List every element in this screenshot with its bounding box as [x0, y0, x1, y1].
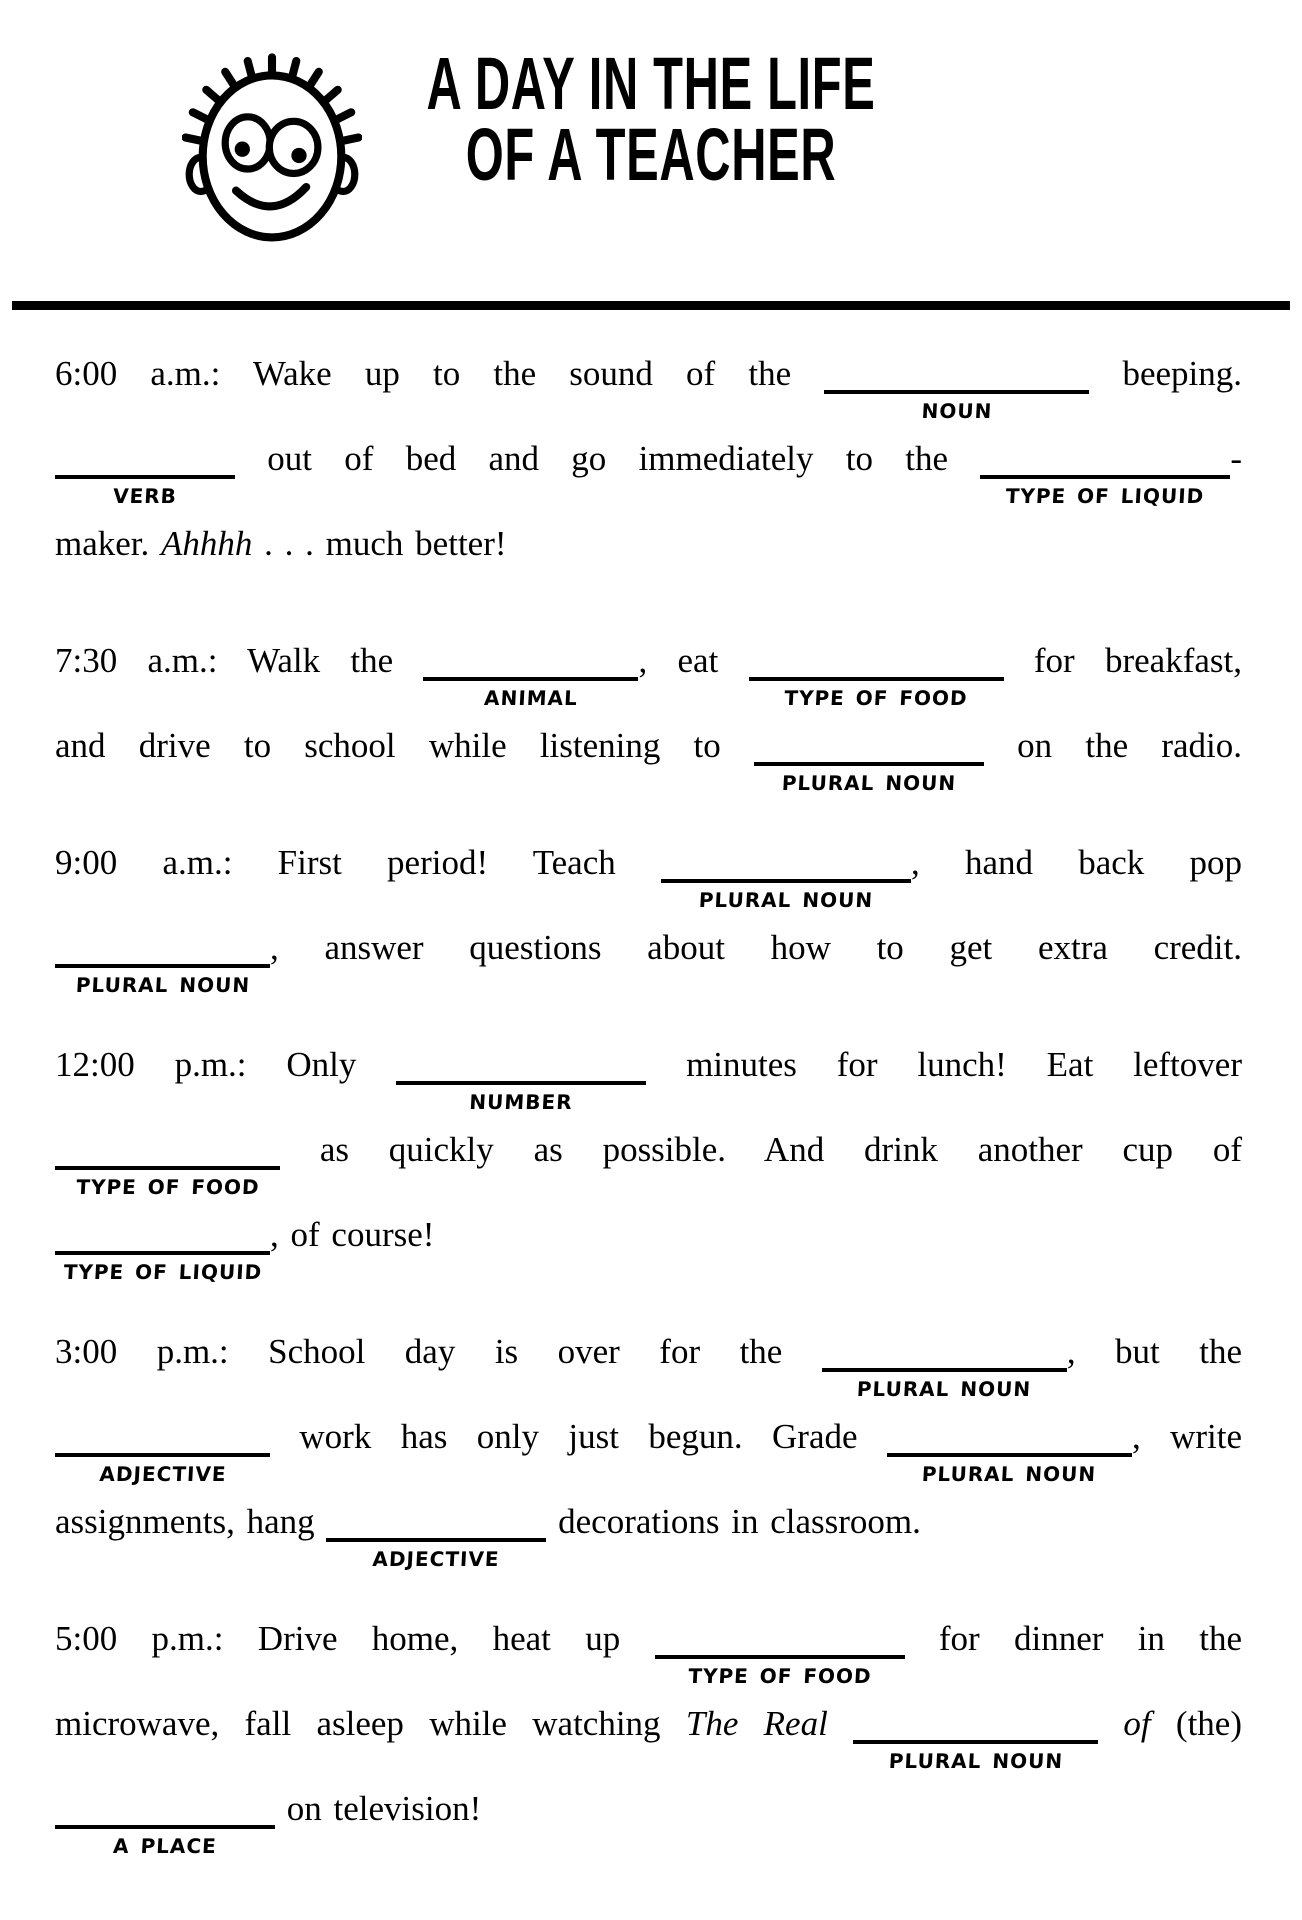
divider-rule [12, 301, 1290, 310]
blank-underline [423, 677, 638, 710]
blank-underline [55, 1166, 280, 1199]
blank-label: ANIMAL [483, 686, 579, 710]
text-run: as quickly as possible. And drink another cup of [280, 1130, 1242, 1169]
worksheet-line [55, 1779, 1242, 1864]
worksheet-line [55, 631, 1242, 716]
paragraph-2 [55, 631, 1242, 801]
blank-field-type-of-food[interactable] [655, 1619, 905, 1688]
blank-underline [661, 879, 911, 912]
blank-underline [655, 1655, 905, 1688]
blank-field-a-place[interactable] [55, 1789, 275, 1858]
text-run: . . . much better! [252, 524, 507, 563]
blank-field-adjective[interactable] [55, 1417, 270, 1486]
text-run: beeping. [1089, 354, 1242, 393]
worksheet-line [55, 1492, 1242, 1577]
blank-field-type-of-food[interactable] [749, 641, 1004, 710]
text-run: Ahhhh [161, 524, 253, 563]
text-run: hand back pop [919, 843, 1243, 882]
blank-label: PLURAL NOUN [698, 888, 874, 912]
blank-label: PLURAL NOUN [887, 1749, 1064, 1773]
blank-field-plural-noun[interactable]: PLURAL NOUN , [887, 1417, 1141, 1456]
paragraph-1 [55, 344, 1242, 599]
blank-field-plural-noun[interactable]: PLURAL NOUN , [661, 843, 920, 882]
blank-field-plural-noun[interactable] [853, 1704, 1098, 1773]
blank-underline [396, 1081, 646, 1114]
blank-underline [55, 1825, 275, 1858]
blank-label: NOUN [920, 399, 993, 423]
text-run: for breakfast, [1003, 641, 1243, 680]
blank-underline [55, 1251, 270, 1284]
worksheet-line [55, 716, 1242, 801]
text-run: out of bed and go immediately to the [235, 439, 981, 478]
blank-label: NUMBER [468, 1090, 574, 1114]
blank-underline [824, 390, 1089, 423]
text-run: minutes for lunch! Eat leftover [646, 1045, 1242, 1084]
blank-underline [55, 964, 270, 997]
text-run [828, 1704, 853, 1743]
text-run: write [1140, 1417, 1242, 1456]
text-run: 5:00 p.m.: Drive home, heat up [55, 1619, 655, 1658]
worksheet-line [55, 1205, 1242, 1290]
worksheet-line [55, 1609, 1242, 1694]
paragraph-3 [55, 833, 1242, 1003]
blank-underline [55, 475, 235, 508]
blank-label: A PLACE [112, 1834, 218, 1858]
worksheet-line [55, 344, 1242, 429]
blank-label: TYPE OF FOOD [783, 686, 969, 710]
blank-underline [822, 1368, 1067, 1401]
text-run: 6:00 a.m.: Wake up to the sound of the [55, 354, 825, 393]
blank-field-plural-noun[interactable] [754, 726, 984, 795]
text-run: answer questions about how to get extra credit. [278, 928, 1242, 967]
paragraph-4 [55, 1035, 1242, 1290]
worksheet-line [55, 1407, 1242, 1492]
worksheet-line [55, 918, 1242, 1003]
text-run: work has only just begun. Grade [270, 1417, 887, 1456]
blank-field-type-of-food[interactable] [55, 1130, 280, 1199]
blank-underline [887, 1453, 1132, 1486]
blank-underline [326, 1538, 546, 1571]
text-run: but the [1075, 1332, 1242, 1371]
text-run: assignments, hang [55, 1502, 327, 1541]
blank-underline [749, 677, 1004, 710]
blank-field-plural-noun[interactable]: PLURAL NOUN , [55, 928, 279, 967]
text-run: of [1123, 1704, 1151, 1743]
blank-label: TYPE OF FOOD [687, 1664, 872, 1688]
blank-label: PLURAL NOUN [921, 1462, 1098, 1486]
blank-field-verb[interactable] [55, 439, 235, 508]
text-run: (the) [1150, 1704, 1242, 1743]
paragraph-6 [55, 1609, 1242, 1864]
blank-underline [980, 475, 1230, 508]
text-run: microwave, fall asleep while watching [55, 1704, 686, 1743]
blank-label: TYPE OF LIQUID [1005, 484, 1206, 508]
worksheet-line [55, 514, 1242, 599]
text-run: 3:00 p.m.: School day is over for the [55, 1332, 822, 1371]
blank-field-plural-noun[interactable]: PLURAL NOUN , [822, 1332, 1076, 1371]
blank-underline [754, 762, 984, 795]
text-run [1098, 1704, 1123, 1743]
blank-field-animal[interactable]: ANIMAL , [423, 641, 647, 680]
worksheet-line [55, 1694, 1242, 1779]
worksheet-header [0, 0, 1302, 300]
text-run: on the radio. [983, 726, 1242, 765]
blank-label: TYPE OF LIQUID [62, 1260, 263, 1284]
blank-field-adjective[interactable] [326, 1502, 546, 1571]
text-run: 7:30 a.m.: Walk the [55, 641, 424, 680]
blank-label: PLURAL NOUN [856, 1377, 1033, 1401]
worksheet-line [55, 1120, 1242, 1205]
blank-label: PLURAL NOUN [74, 973, 251, 997]
text-run: of course! [278, 1215, 435, 1254]
text-run: maker. [55, 524, 162, 563]
blank-label: PLURAL NOUN [781, 771, 957, 795]
text-run: eat [647, 641, 749, 680]
blank-label: VERB [112, 484, 178, 508]
worksheet-title [0, 42, 1302, 196]
blank-underline [55, 1453, 270, 1486]
blank-field-noun[interactable] [824, 354, 1089, 423]
title-line-2: OF A TEACHER [465, 113, 837, 196]
paragraph-5 [55, 1322, 1242, 1577]
blank-field-type-of-liquid[interactable]: TYPE OF LIQUID - [980, 439, 1242, 478]
blank-label: ADJECTIVE [372, 1547, 501, 1571]
text-run: 9:00 a.m.: First period! Teach [55, 843, 661, 882]
blank-field-type-of-liquid[interactable]: TYPE OF LIQUID , [55, 1215, 279, 1254]
blank-field-number[interactable] [396, 1045, 646, 1114]
worksheet-line [55, 833, 1242, 918]
title-line-1: A DAY IN THE LIFE [426, 42, 876, 125]
worksheet-line [55, 429, 1242, 514]
text-run: and drive to school while listening to [55, 726, 754, 765]
worksheet-line [55, 1035, 1242, 1120]
text-run: 12:00 p.m.: Only [55, 1045, 397, 1084]
worksheet-line [55, 1322, 1242, 1407]
blank-label: ADJECTIVE [98, 1462, 227, 1486]
text-run: The Real [685, 1704, 828, 1743]
text-run: on television! [275, 1789, 482, 1828]
blank-underline [853, 1740, 1098, 1773]
worksheet-body [55, 344, 1242, 1864]
text-run: decorations in classroom. [546, 1502, 921, 1541]
text-run: for dinner in the [904, 1619, 1242, 1658]
blank-label: TYPE OF FOOD [75, 1175, 260, 1199]
